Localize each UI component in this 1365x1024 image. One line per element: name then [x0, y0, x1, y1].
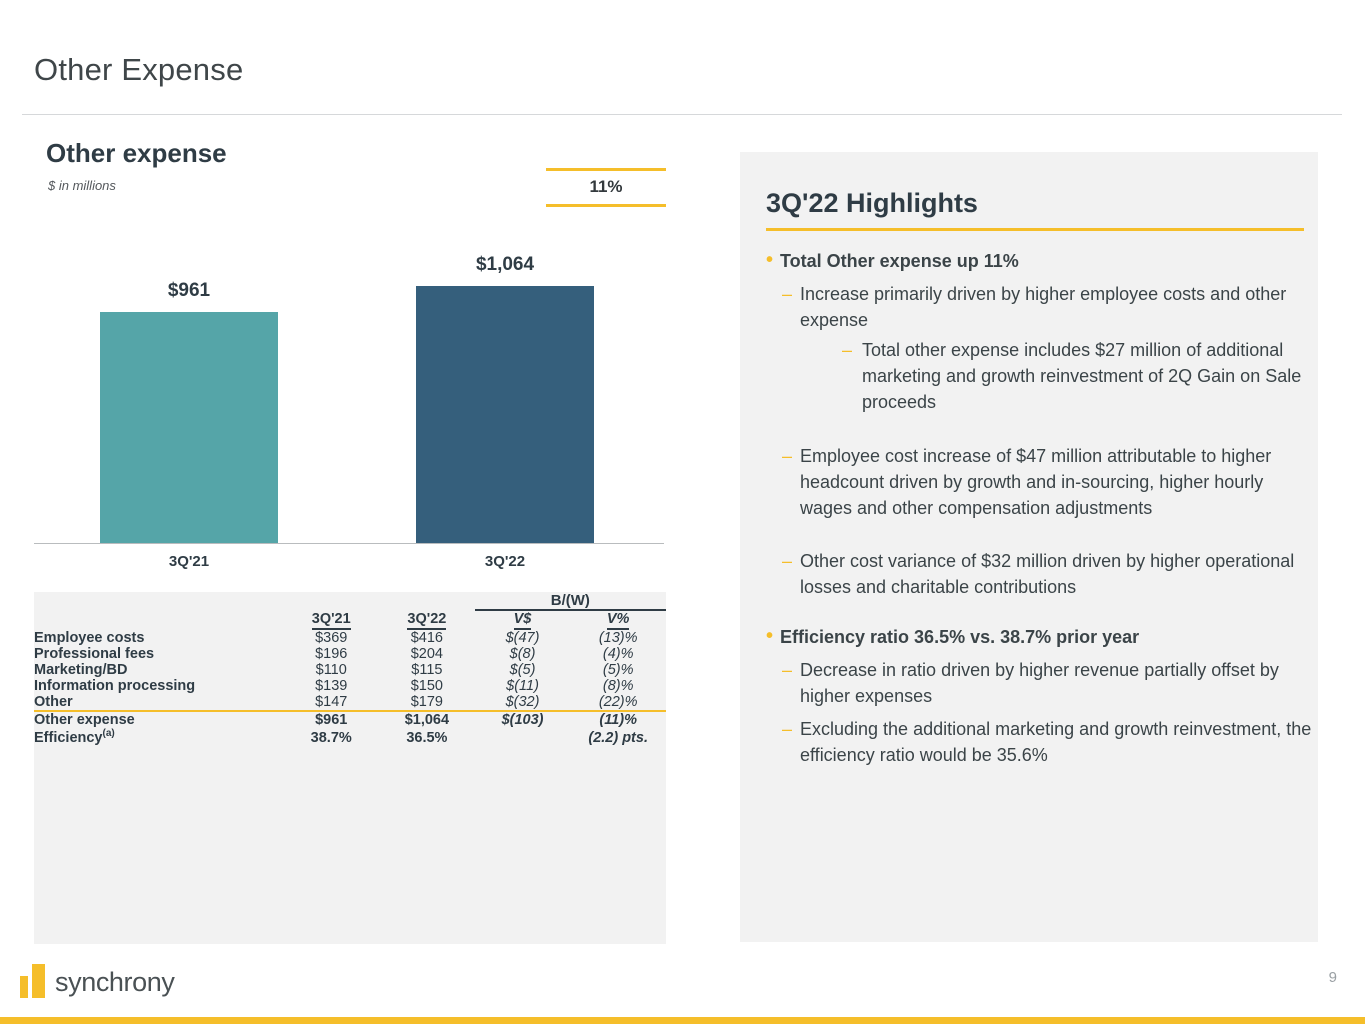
efficiency-label: Efficiency$^{(a)}$: [34, 728, 115, 746]
highlights-title: 3Q'22 Highlights: [766, 188, 978, 218]
table-row: [34, 678, 666, 694]
bottom-accent-bar: [0, 1017, 1365, 1024]
bar-3q22: [416, 254, 594, 544]
total-value-3q21: $961: [283, 711, 379, 728]
efficiency-vpercent: (2.2) pts.: [588, 729, 648, 746]
spacer: [766, 416, 1314, 436]
row-value-vpercent: (8)%: [602, 678, 634, 694]
efficiency-3q22: 36.5%: [406, 729, 448, 746]
table-group-header-bw: B/(W): [550, 592, 590, 609]
row-label: Professional fees: [34, 646, 155, 662]
table-group-header-row: [34, 592, 666, 609]
row-value-vdollar: $(11): [506, 678, 539, 694]
row-value-vpercent: (22)%: [598, 694, 638, 710]
efficiency-vdollar: [475, 728, 571, 746]
category-label-3q22: 3Q'22: [484, 553, 526, 570]
row-value-3q22: $179: [410, 694, 443, 710]
bar-label-3q21: $961: [167, 280, 211, 301]
col-header-3q22: 3Q'22: [379, 611, 475, 630]
total-value-vdollar: $(103): [475, 711, 571, 728]
table-row: [34, 646, 666, 662]
row-value-vdollar: $(8): [509, 646, 536, 662]
brand-name: synchrony: [55, 967, 175, 997]
chart-title: Other expense: [46, 138, 227, 168]
growth-value: 11%: [589, 177, 623, 196]
col-header-3q21: 3Q'21: [283, 611, 379, 630]
row-value-3q21: $196: [315, 646, 348, 662]
col-header-vdollar: V$: [475, 611, 571, 630]
highlight-sub-sub-bullet: – Total other expense includes $27 million of additional marketing and growth reinvestment of 2Q Gain on Sale proceeds: [766, 337, 1314, 415]
row-value-3q21: $110: [315, 662, 347, 678]
row-value-vdollar: $(47): [505, 630, 540, 646]
row-value-3q21: $147: [315, 694, 348, 710]
row-value-3q22: $115: [411, 662, 443, 678]
highlight-sub-bullet: – Excluding the additional marketing and growth reinvestment, the efficiency ratio would be 35.6%: [766, 716, 1314, 768]
category-label-3q21: 3Q'21: [168, 553, 210, 570]
chart-subtitle: $ in millions: [48, 178, 116, 193]
row-value-3q22: $416: [410, 630, 443, 646]
highlight-sub-bullet: – Employee cost increase of $47 million attributable to higher headcount driven by growth and in-sourcing, higher hourly wages and other compensation adjustments: [766, 443, 1314, 521]
highlight-sub-bullet: – Other cost variance of $32 million driven by higher operational losses and charitable contributions: [766, 548, 1314, 600]
row-value-vdollar: $(5): [509, 662, 536, 678]
spacer: [766, 521, 1314, 541]
highlights-list: [766, 244, 1314, 769]
table-row: [34, 630, 666, 646]
row-value-vpercent: (13)%: [598, 630, 638, 646]
row-label: Employee costs: [34, 630, 145, 646]
row-value-vpercent: (5)%: [602, 662, 634, 678]
highlight-sub-bullet: – Decrease in ratio driven by higher revenue partially offset by higher expenses: [766, 657, 1314, 709]
row-value-3q21: $139: [315, 678, 348, 694]
table-row: [34, 662, 666, 678]
row-value-3q22: $204: [410, 646, 443, 662]
brand-logo: [20, 964, 174, 998]
total-label: Other expense: [34, 711, 283, 728]
page-number: 9: [1328, 969, 1337, 986]
financial-table: [34, 592, 666, 944]
total-value-3q22: $1,064: [379, 711, 475, 728]
row-value-vpercent: (4)%: [602, 646, 634, 662]
highlight-bullet: • Efficiency ratio 36.5% vs. 38.7% prior year: [766, 624, 1314, 650]
highlight-bullet: • Total Other expense up 11%: [766, 248, 1314, 274]
table-header-row: [34, 611, 666, 630]
bar-label-3q22: $1,064: [475, 254, 535, 275]
title-divider: [22, 114, 1342, 115]
row-value-vdollar: $(32): [505, 694, 540, 710]
highlight-sub-bullet: – Increase primarily driven by higher employee costs and other expense: [766, 281, 1314, 333]
x-axis-line: [34, 543, 664, 544]
row-label: Marketing/BD: [34, 662, 128, 678]
col-header-vpercent: V%: [570, 611, 666, 630]
page-title: Other Expense: [34, 52, 244, 87]
spacer: [766, 600, 1314, 620]
table-efficiency-row: [34, 728, 666, 746]
table-row: [34, 694, 666, 711]
row-value-3q21: $369: [315, 630, 348, 646]
synchrony-mark-icon: [20, 964, 46, 998]
growth-callout: [546, 168, 666, 207]
row-label: Other: [34, 694, 73, 710]
row-label: Information processing: [34, 678, 196, 694]
bar-chart-plot: [34, 232, 664, 544]
growth-bottom-line: [546, 204, 666, 207]
efficiency-footnote-marker: (a): [102, 728, 115, 739]
row-value-3q22: $150: [410, 678, 443, 694]
total-value-vpercent: (11)%: [570, 711, 666, 728]
highlights-underline: [766, 228, 1304, 231]
bar-3q21: [100, 280, 278, 544]
table-total-row: [34, 711, 666, 728]
efficiency-3q21: 38.7%: [310, 729, 352, 746]
